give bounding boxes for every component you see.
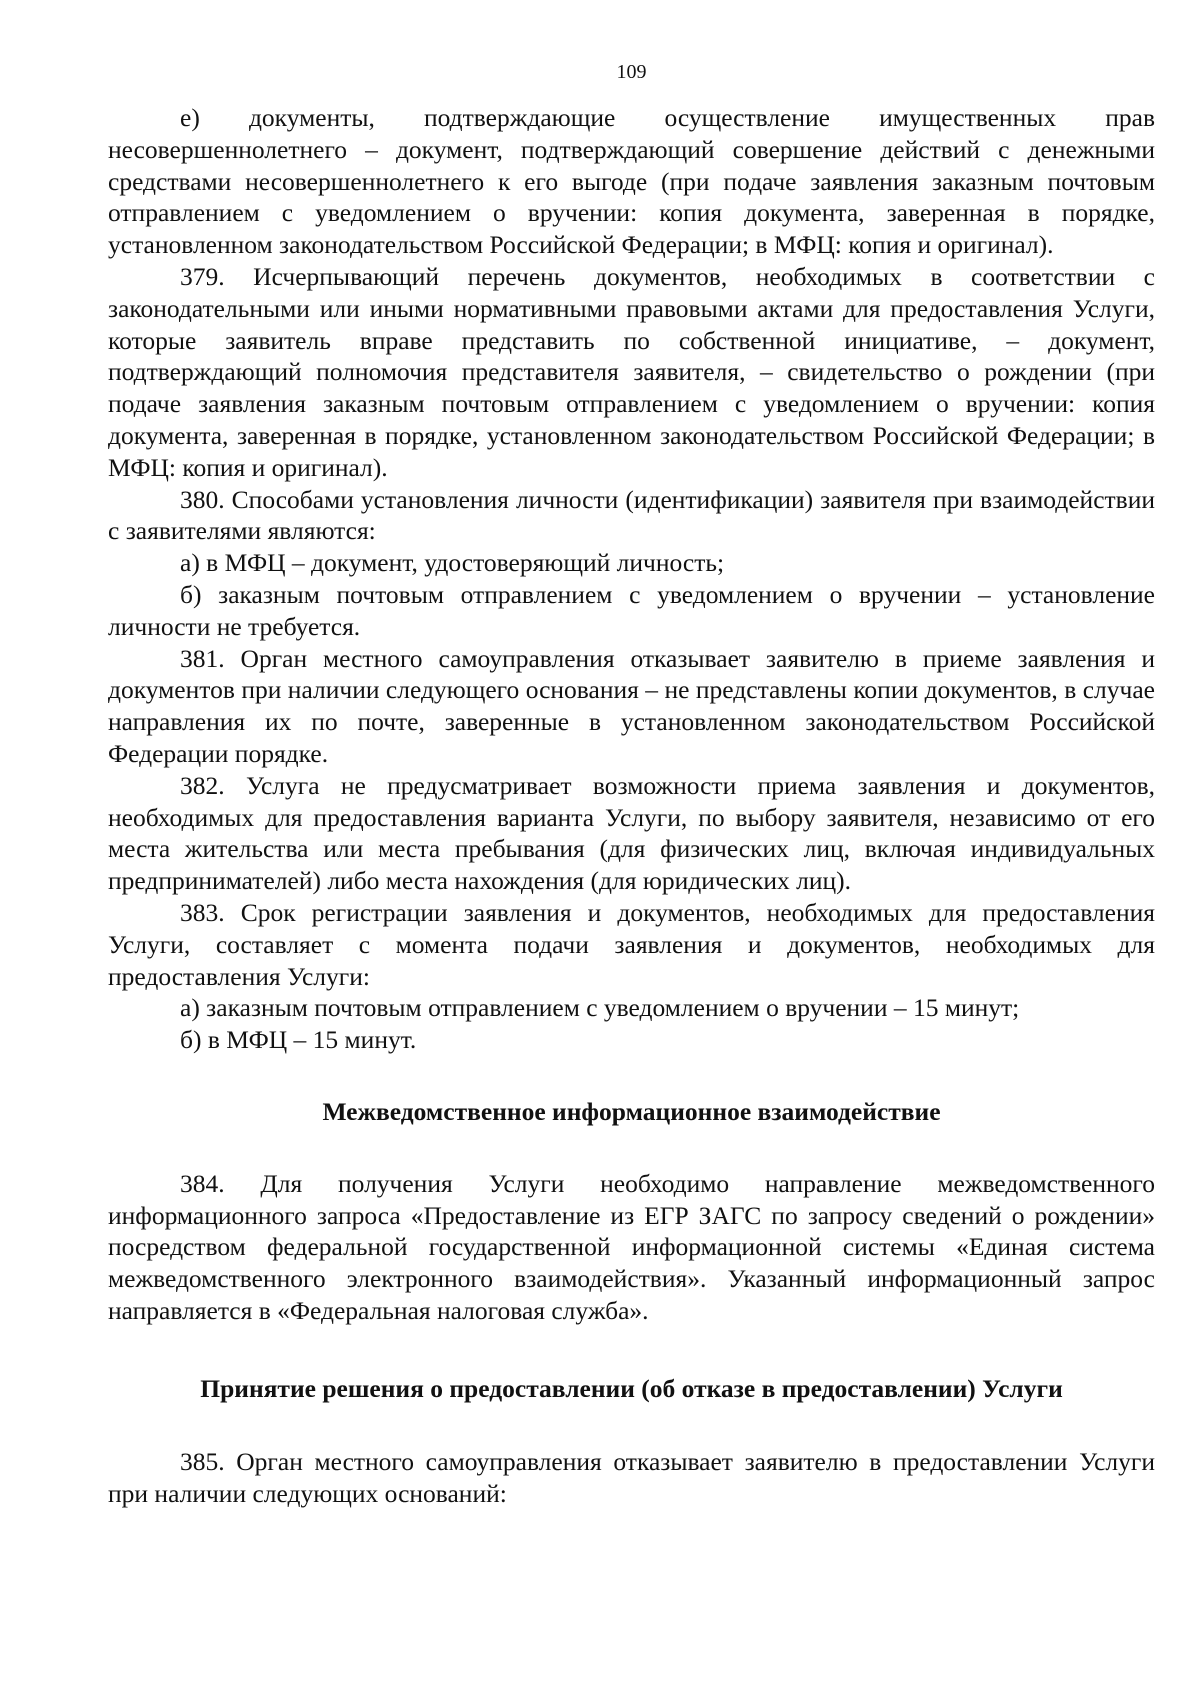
page-number: 109	[616, 61, 647, 83]
section-heading-interagency: Межведомственное информационное взаимодействие	[322, 1096, 941, 1126]
paragraph-381: 381. Орган местного самоуправления отказывает заявителю в приеме заявления и документов при наличии следующего основания – не представлены копии документов, в случае направления их по почте, заверенные в установленном законодательством Российской Федерации порядке.	[108, 643, 1155, 768]
paragraph-379: 379. Исчерпывающий перечень документов, необходимых в соответствии с законодательными или иными нормативными правовыми актами для предоставления Услуги, которые заявитель вправе представить по собственной инициативе, – документ, подтверждающий полномочия представителя заявителя, – свидетельство о рождении (при подаче заявления заказным почтовым отправлением с уведомлением о вручении: копия документа, заверенная в порядке, установленном законодательством Российской Федерации; в МФЦ: копия и оригинал).	[108, 261, 1155, 482]
paragraph-380-b: б) заказным почтовым отправлением с уведомлением о вручении – установление личности не требуется.	[108, 579, 1155, 641]
paragraph-385: 385. Орган местного самоуправления отказывает заявителю в предоставлении Услуги при наличии следующих оснований:	[108, 1447, 1155, 1509]
paragraph-e-documents: е) документы, подтверждающие осуществление имущественных прав несовершеннолетнего – документ, подтверждающий совершение действий с денежными средствами несовершеннолетнего к его выгоде (при подаче заявления заказным почтовым отправлением с уведомлением о вручении: копия документа, заверенная в порядке, установленном законодательством Российской Федерации; в МФЦ: копия и оригинал).	[108, 103, 1155, 260]
section-heading-decision: Принятие решения о предоставлении (об отказе в предоставлении) Услуги	[200, 1373, 1063, 1403]
paragraph-382: 382. Услуга не предусматривает возможности приема заявления и документов, необходимых для предоставления варианта Услуги, по выбору заявителя, независимо от его места жительства или места пребывания (для физических лиц, включая индивидуальных предпринимателей) либо места нахождения (для юридических лиц).	[108, 770, 1155, 896]
paragraph-383-a: а) заказным почтовым отправлением с уведомлением о вручении – 15 минут;	[180, 993, 1020, 1023]
paragraph-380-a: а) в МФЦ – документ, удостоверяющий личность;	[180, 548, 725, 578]
document-page	[108, 0, 1155, 1510]
paragraph-380: 380. Способами установления личности (идентификации) заявителя при взаимодействии с заявителями являются:	[108, 484, 1155, 546]
paragraph-383: 383. Срок регистрации заявления и документов, необходимых для предоставления Услуги, составляет с момента подачи заявления и документов, необходимых для предоставления Услуги:	[108, 897, 1155, 991]
paragraph-384: 384. Для получения Услуги необходимо направление межведомственного информационного запроса «Предоставление из ЕГР ЗАГС по запросу сведений о рождении» посредством федеральной государственной информационной системы «Единая система межведомственного электронного взаимодействия». Указанный информационный запрос направляется в «Федеральная налоговая служба».	[108, 1168, 1155, 1325]
paragraph-383-b: б) в МФЦ – 15 минут.	[180, 1025, 417, 1055]
